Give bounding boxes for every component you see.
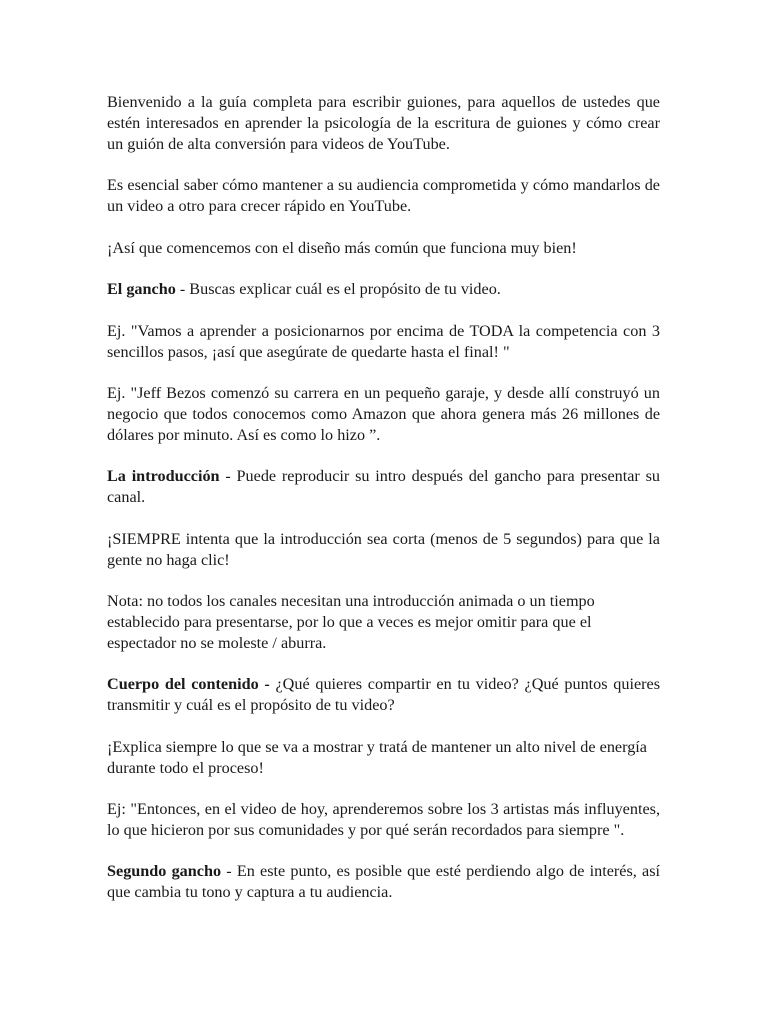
paragraph-always-short — [107, 529, 660, 571]
paragraph-text: Es esencial saber cómo mantener a su audiencia comprometida y cómo mandarlos de un video a otro para crecer rápido en YouTube. — [107, 176, 660, 215]
paragraph-text: ¿Qué quieres compartir en tu video? ¿Qué puntos quieres transmitir y cuál es el propósito de tu video? — [107, 675, 660, 715]
paragraph-text: - Buscas explicar cuál es el propósito de tu video. — [175, 280, 501, 299]
paragraph-intro — [107, 92, 660, 154]
paragraph-example-3 — [107, 799, 660, 841]
paragraph-body-content — [107, 674, 660, 716]
section-heading-hook: El gancho — [107, 280, 176, 299]
paragraph-text: Ej: "Entonces, en el video de hoy, aprenderemos sobre los 3 artistas más influyentes, lo que hicieron por sus comunidades y por qué serán recordados para siempre ". — [107, 800, 660, 839]
paragraph-example-2 — [107, 383, 660, 445]
paragraph-text: - En este punto, es posible que esté perdiendo algo de interés, así que cambia tu tono y captura a tu audiencia. — [107, 862, 660, 902]
paragraph-text: ¡SIEMPRE intenta que la introducción sea corta (menos de 5 segundos) para que la gente no haga clic! — [107, 529, 660, 569]
section-heading-body-content: Cuerpo del contenido - — [107, 675, 270, 694]
paragraph-example-1 — [107, 321, 660, 363]
paragraph-text: Nota: no todos los canales necesitan una introducción animada o un tiempo establecido para presentarse, por lo que a veces es mejor omitir para que el espectador no se moleste / aburra. — [107, 592, 595, 652]
paragraph-introduction — [107, 466, 660, 508]
paragraph-audience — [107, 175, 660, 217]
paragraph-note — [107, 591, 660, 653]
paragraph-text: Ej. "Jeff Bezos comenzó su carrera en un pequeño garaje, y desde allí construyó un negocio que todos conocemos como Amazon que ahora genera más 26 millones de dólares por minuto. Así es como lo hizo ”. — [107, 384, 660, 444]
paragraph-text: Ej. "Vamos a aprender a posicionarnos por encima de TODA la competencia con 3 sencillos pasos, ¡así que asegúrate de quedarte hasta el final! " — [107, 321, 660, 361]
document-page — [107, 92, 660, 924]
paragraph-start — [107, 238, 660, 259]
paragraph-second-hook — [107, 861, 660, 903]
paragraph-text: ¡Así que comencemos con el diseño más común que funciona muy bien! — [107, 238, 577, 257]
paragraph-text: Bienvenido a la guía completa para escribir guiones, para aquellos de ustedes que estén interesados en aprender la psicología de la escritura de guiones y cómo crear un guión de alta conversión para videos de YouTube. — [107, 93, 660, 153]
paragraph-hook — [107, 279, 660, 300]
section-heading-introduction: La introducción — [107, 467, 220, 486]
paragraph-text: - Puede reproducir su intro después del gancho para presentar su canal. — [107, 467, 660, 507]
paragraph-explain — [107, 737, 660, 779]
paragraph-text: ¡Explica siempre lo que se va a mostrar y tratá de mantener un alto nivel de energía durante todo el proceso! — [107, 737, 647, 777]
section-heading-second-hook: Segundo gancho — [107, 862, 222, 881]
